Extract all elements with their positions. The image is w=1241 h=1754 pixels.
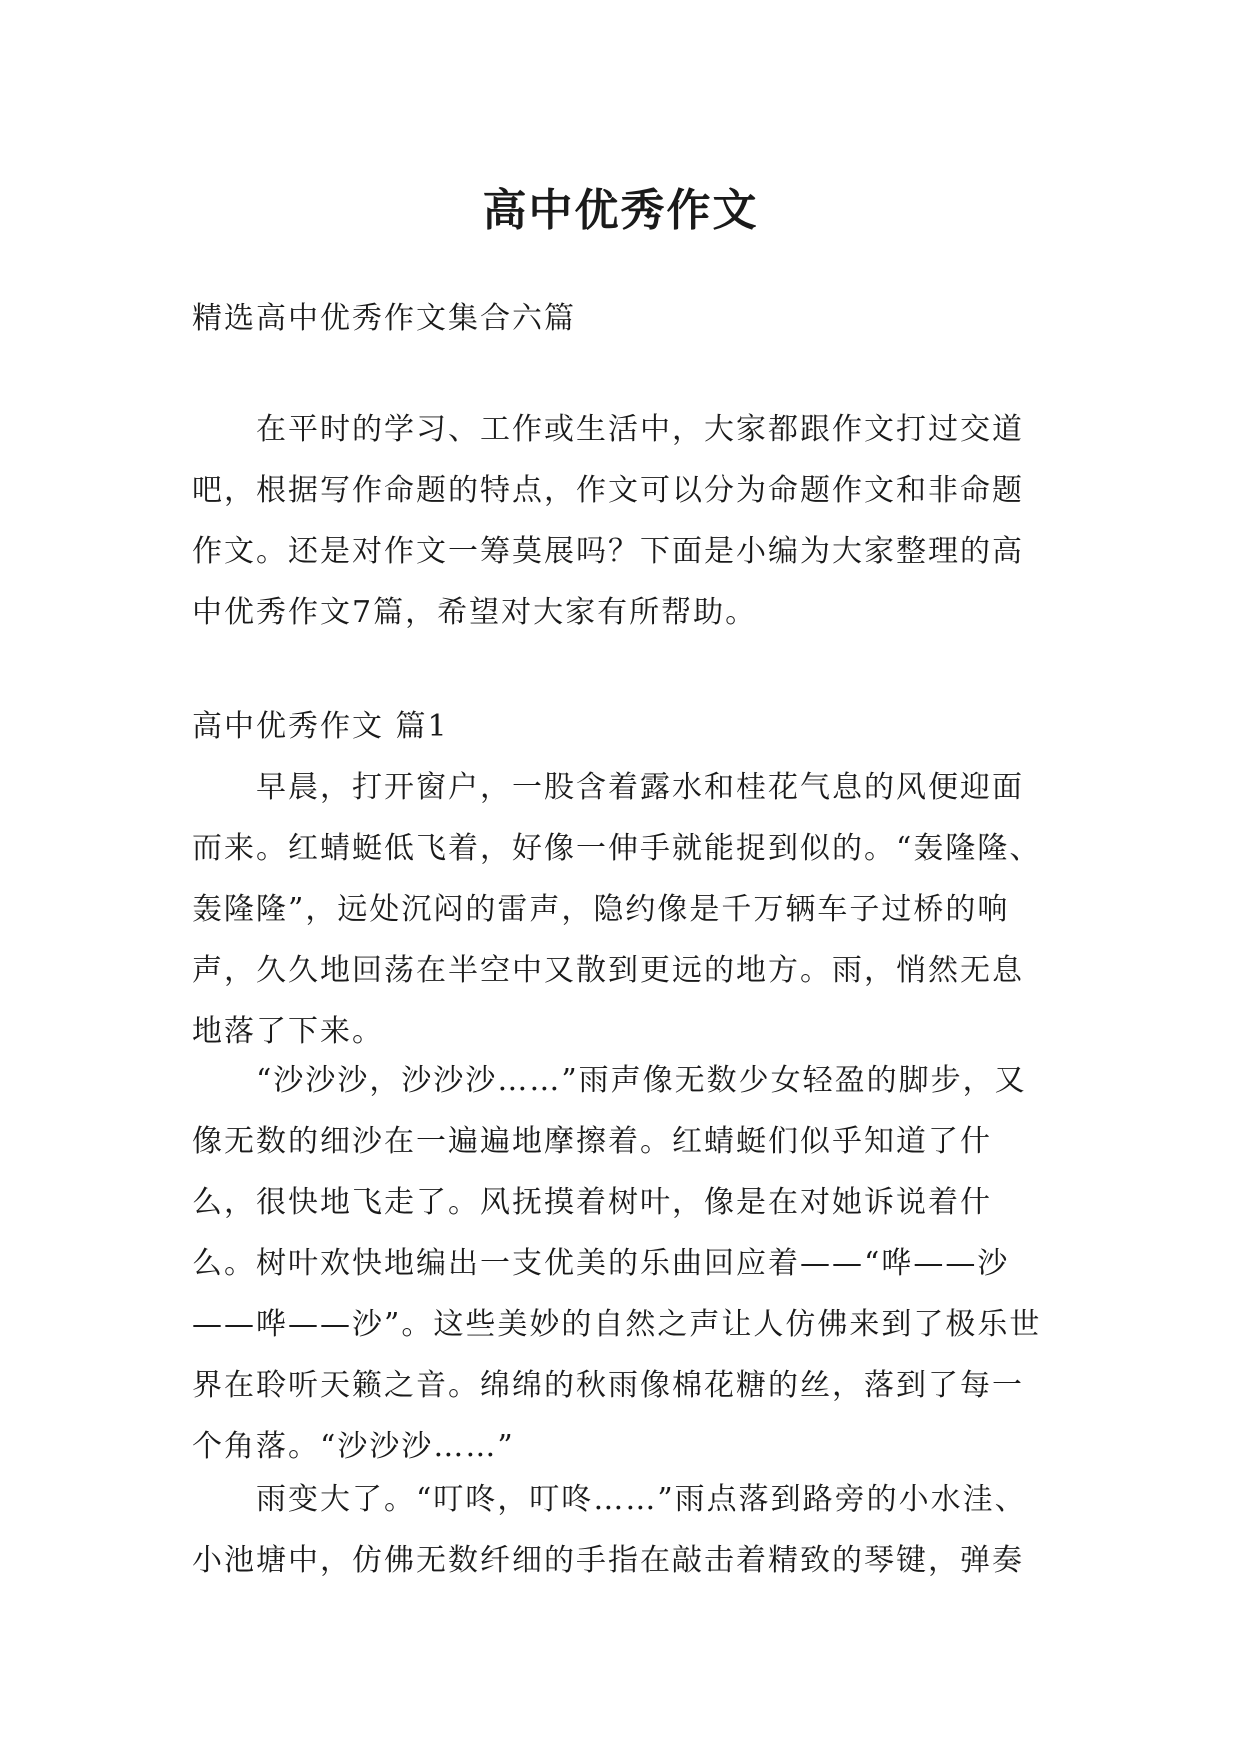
document-title: 高中优秀作文 (482, 185, 759, 237)
intro-paragraph: 在平时的学习、工作或生活中，大家都跟作文打过交道吧，根据写作命题的特点，作文可以分为命题作文和非命题作文。还是对作文一筹莫展吗？下面是小编为大家整理的高中优秀作文7篇，希望对大家有所帮助。 (192, 412, 1024, 630)
document-subtitle: 精选高中优秀作文集合六篇 (192, 301, 576, 336)
section-heading: 高中优秀作文 篇1 (192, 709, 449, 744)
essay-paragraph-1: 早晨，打开窗户，一股含着露水和桂花气息的风便迎面而来。红蜻蜓低飞着，好像一伸手就能捉到似的。“轰隆隆、轰隆隆”，远处沉闷的雷声，隐约像是千万辆车子过桥的响声，久久地回荡在半空中又散到更远的地方。雨，悄然无息地落了下来。 (192, 770, 1042, 1049)
essay-paragraph-3: 雨变大了。“叮咚，叮咚……”雨点落到路旁的小水洼、小池塘中，仿佛无数纤细的手指在敲击着精致的琴键，弹奏 (192, 1482, 1027, 1578)
essay-paragraph-2: “沙沙沙，沙沙沙……”雨声像无数少女轻盈的脚步，又像无数的细沙在一遍遍地摩擦着。红蜻蜓们似乎知道了什么，很快地飞走了。风抚摸着树叶，像是在对她诉说着什么。树叶欢快地编出一支优美的乐曲回应着——“哗——沙——哗——沙”。这些美妙的自然之声让人仿佛来到了极乐世界在聆听天籁之音。绵绵的秋雨像棉花糖的丝，落到了每一个角落。“沙沙沙……” (192, 1063, 1042, 1464)
